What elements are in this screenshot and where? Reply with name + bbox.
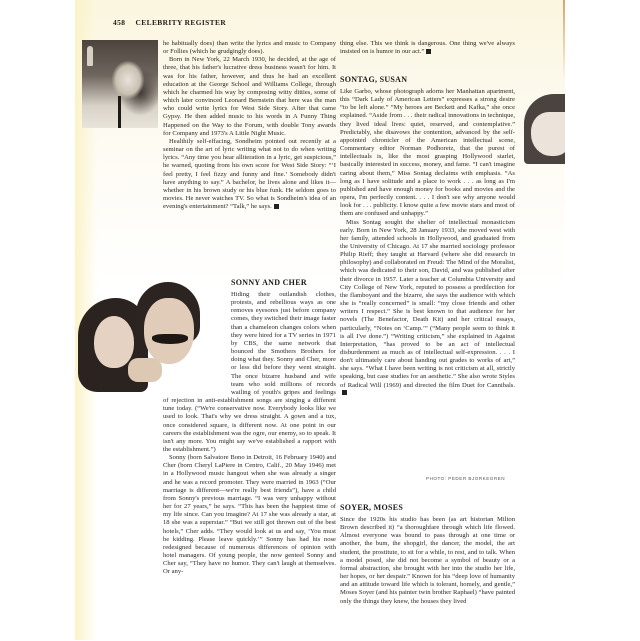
continuation-paragraph [340, 40, 515, 56]
sontag-paragraph-text: Miss Sontag sought the shelter of intellectual monasticism early. Born in New York, 28 January 1933, she moved west with her family, attended schools in Hollywood, and graduated from the University of Chicago. At 17 she married sociology professor Philip Rieff; they taught at Harvard (where she did research in philosophy) and collaborated on Freud: The Mind of the Moralist, which was dedicated to their son, David, and was published after their divorce in 1957. Later a teacher at Columbia University and City College of New York, reputed to possess a predilection for the flamboyant and the bizarre, she says the audience with which she is “really concerned” is small: “my close friends and other writers I respect.” She is best known to that audience for her novels (The Benefactor, Death Kit) and her critical essays, particularly, “Notes on ‘Camp.’” (“Many people seem to think it is all I've done.”) “Writing criticism,” she explained in Against Interpretation, “has proved to be an act of intellectual disburdenment as much as of intellectual self-expression. . . . I don't ultimately care about handing out grades to works of art,” she says. “What I have been writing is not criticism at all, strictly speaking, but case studies for an aesthetic.” She also wrote Styles of Radical Will (1969) and directed the film Duet for Cannibals. [340, 218, 515, 389]
sondheim-paragraph: Born in New York, 22 March 1930, he decided, at the age of three, that his father's lucrative dress business wasn't for him. It was for his father, however, and thus he had an excellent education at the George School and Williams College, through which he charmed his way by composing witty ditties, some of which later convinced Leonard Bernstein that here was the man who could write lyrics for West Side Story. After that came Gypsy. He then added music to his words in A Funny Thing Happened on the Way to the Forum, with double Tony awards for Company and 1973's A Little Night Music. [163, 56, 336, 137]
end-of-entry-mark [342, 390, 347, 395]
sontag-photo [524, 94, 565, 164]
sondheim-paragraph: he habitually does) than write the lyrics and music to Company or Follies (which he grudgingly does). [163, 40, 336, 56]
soyer-heading: SOYER, MOSES [340, 503, 404, 512]
sondheim-photo [82, 40, 158, 128]
sonny-and-cher-paragraph: Sonny (born Salvatore Bono in Detroit, 16 February 1940) and Cher (born Cheryl LaPiere in Centro, Calif., 20 May 1946) met in a Hollywood music hangout when she was already a singer and he was a record promoter. They were married in 1963 (“Our marriage is different—we're really best friends”), have a child from Sonny's previous marriage. “I was very unhappy without her for 27 years,” he says. “This has been the happiest time of my life since. Can you imagine? At 17 she was already a star, at 18 she was a superstar.” “But we still got thrown out of the best hotels,” Cher adds. “They would look at us and say, ‘You must be kidding. Please leave quickly.’” Sonny has had his nose redesigned because of numerous differences of opinion with hotel managers. Of young people, the now genteel Sonny and Cher say, “They have no humor. They can't laugh at themselves. Or any- [163, 454, 336, 576]
page-number: 458 [113, 18, 126, 27]
sondheim-paragraph-text: Healthily self-effacing, Sondheim pointed out recently at a seminar on the art of lyric writing what not to do when writing lyrics. “Any time you hear alliteration in a lyric, get suspicious,” he warned, quoting from his own score for West Side Story: “‘I feel pretty, I feel fizzy and funny and fine.’ Somebody didn't have anything to say.” A bachelor, he lives alone and likes it—whether in his brown study or his blue funk. He seldom goes to movies. He never watches TV. So what is Sondheim's idea of an evening's entertainment? “Talk,” he says. [163, 137, 336, 211]
end-of-entry-mark [426, 49, 431, 54]
photo-pencil [118, 96, 121, 128]
sondheim-paragraph [163, 138, 336, 211]
sonny-hand [128, 358, 162, 382]
sontag-heading: SONTAG, SUSAN [340, 75, 408, 84]
sonny-and-cher-heading: SONNY AND CHER [231, 278, 307, 287]
cher-face [94, 316, 134, 368]
sonny-and-cher-continuation [340, 40, 515, 56]
sontag-paragraph: Like Garbo, whose photograph adorns her Manhattan apartment, this “Dark Lady of American Letters” expresses a strong desire “to be left alone.” “My heroes are Beckett and Kafka,” she once explained. “Aside from . . . their radical innovations in technique, they lived ideal lives: quiet, reserved, and contemplative.” Predictably, she disavows the contention, advanced by the self-appointed chronicler of the American intellectual scene, Commentary editor Norman Podhoretz, that the purest of intellectuals is, like the most grasping Hollywood starlet, basically interested in success, money, and fame. “I can't imagine caring about them,” Miss Sontag declaims with emphasis. “As long as I have solitude and a place to work . . . as long as I'm published and have enough money for books and movies and the opera, I'm perfectly content. . . . I don't see why anyone would look for . . . publicity. I know quite a few movie stars and most of them are confused and unhappy.” [340, 88, 515, 218]
sontag-face [531, 112, 565, 156]
sonny-and-cher-paragraph: Hiding their outlandish clothes, protests, and rebellious ways as one removes eyesores just before company comes, they switched their image faster than a chameleon changes colors when they were hired for a TV series in 1971 by CBS, the same network that bounced the Smothers Brothers for doing what they. Sonny and Cher, more or less did before they went straight. The once bizarre husband and wife team who sold millions of records wailing of youth's gripes and feelings of rejection in anti-establishment songs are singing a different tune today. (“We're conservative now. Everybody looks like we used to look. That's why we dress straight. A gown and a tux, once considered square, is different now. At one point in our careers the establishment was the ogre, our enemy, so to speak. It isn't any more. You might say we've established a rapport with the establishment.”) [163, 291, 336, 453]
sontag-entry [340, 88, 515, 398]
end-of-entry-mark [274, 204, 279, 209]
sonny-and-cher-entry [163, 291, 336, 641]
sondheim-entry [163, 40, 336, 211]
soyer-entry [340, 516, 515, 640]
sontag-paragraph [340, 219, 515, 398]
page-gutter-edge [563, 0, 565, 80]
continuation-text: thing else. This we think is dangerous. One thing we've always insisted on is humor in our act.” [340, 40, 515, 56]
photo-figurine [87, 46, 93, 66]
photo-credit: PHOTO: PEDER BJORKEGREN [426, 476, 506, 481]
photo-wrap-spacer [163, 291, 231, 392]
running-head-title: CELEBRITY REGISTER [135, 18, 227, 27]
running-head [113, 18, 226, 27]
soyer-paragraph: Since the 1920s his studio has been (as art historian Milton Brown described it) “a thoroughfare through which life flowed. Almost everyone was bound to pass through at one time or another, the bum, the shopgirl, the dancer, the model, the art student, the prostitute, to sit for a while, to rest, and to talk. When a model posed, she did not become a symbol of beauty or a formal abstraction, she brought with her into the studio her life, her hopes, or her despair.” Known for his “deep love of humanity and an attitude toward life which is tolerant, homely, and gentle,” Moses Soyer (and his painter twin brother Raphael) “have painted only the things they knew, the houses they lived [340, 516, 515, 605]
